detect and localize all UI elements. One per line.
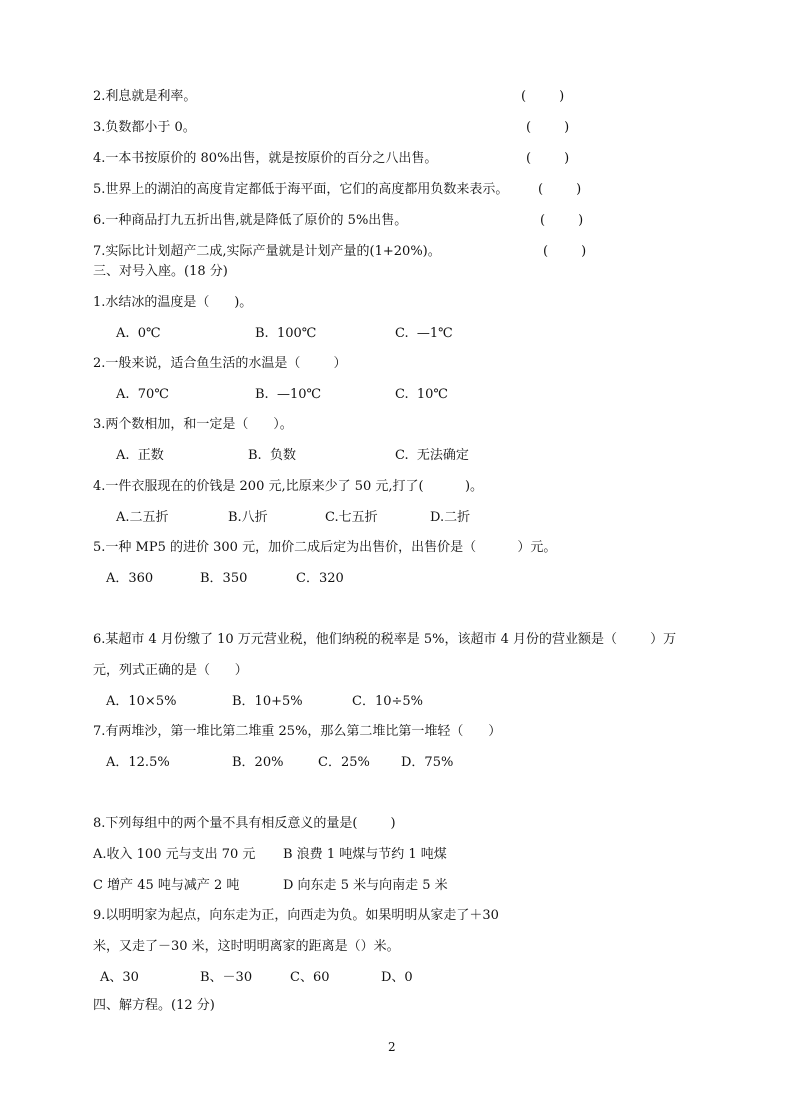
section-title-4: 四、解方程。(12 分) <box>93 998 215 1013</box>
q1-option-a: A. 0℃ <box>116 326 161 341</box>
q8-option-c: C 增产 45 吨与减产 2 吨 <box>93 878 240 893</box>
q5-option-c: C．320 <box>296 571 344 586</box>
q9-option-c: C、60 <box>290 970 330 985</box>
q3-option-c: C. 无法确定 <box>395 448 469 463</box>
q2-option-a: A. 70℃ <box>116 387 169 402</box>
q5-option-a: A．360 <box>106 571 154 586</box>
q7-option-d: D．75% <box>401 755 454 770</box>
question-3: 3.两个数相加，和一定是（ ）。 <box>93 417 293 432</box>
q9-option-d: D、0 <box>381 970 413 985</box>
q5-option-b: B．350 <box>200 571 248 586</box>
question-1: 1.水结冰的温度是（ )。 <box>93 295 253 310</box>
q3-option-b: B. 负数 <box>248 448 296 463</box>
tf-blank-2: ( ) <box>521 89 565 104</box>
question-6-continued: 元，列式正确的是（ ） <box>93 663 248 678</box>
q9-option-b: B、－30 <box>200 970 253 985</box>
q6-option-c: C．10÷5% <box>352 694 424 709</box>
q7-option-c: C．25% <box>318 755 370 770</box>
question-7: 7.有两堆沙，第一堆比第二堆重 25%，那么第二堆比第一堆轻（ ） <box>93 724 502 739</box>
q6-option-b: B．10+5% <box>232 694 303 709</box>
tf-blank-3: ( ) <box>526 120 570 135</box>
q9-option-a: A、30 <box>100 970 139 985</box>
question-4: 4.一件衣服现在的价钱是 200 元,比原来少了 50 元,打了( )。 <box>93 479 484 494</box>
q4-option-b: B.八折 <box>228 510 268 525</box>
tf-item-2: 2.利息就是利率。 <box>93 89 197 104</box>
q2-option-c: C. 10℃ <box>395 387 448 402</box>
section-title-3: 三、对号入座。(18 分) <box>93 264 228 279</box>
tf-blank-5: ( ) <box>538 182 582 197</box>
q4-option-d: D.二折 <box>430 510 471 525</box>
q8-option-d: D 向东走 5 米与向南走 5 米 <box>283 878 448 893</box>
tf-blank-7: ( ) <box>543 244 587 259</box>
q1-option-c: C. —1℃ <box>395 326 453 341</box>
tf-item-3: 3.负数都小于 0。 <box>93 120 196 135</box>
q6-option-a: A．10×5% <box>106 694 177 709</box>
tf-blank-6: ( ) <box>540 213 584 228</box>
tf-blank-4: ( ) <box>526 151 570 166</box>
tf-item-6: 6.一种商品打九五折出售,就是降低了原价的 5%出售。 <box>93 213 408 228</box>
question-6: 6.某超市 4 月份缴了 10 万元营业税，他们纳税的税率是 5%，该超市 4 月份的营业额是（ ）万 <box>93 632 677 647</box>
tf-item-7: 7.实际比计划超产二成,实际产量就是计划产量的(1+20%)。 <box>93 244 441 259</box>
q8-option-a: A.收入 100 元与支出 70 元 <box>93 847 256 862</box>
page-number: 2 <box>388 1040 396 1054</box>
question-5: 5.一种 MP5 的进价 300 元，加价二成后定为出售价，出售价是（ ）元。 <box>93 540 557 555</box>
q8-option-b: B 浪费 1 吨煤与节约 1 吨煤 <box>283 847 447 862</box>
q4-option-c: C.七五折 <box>325 510 378 525</box>
tf-item-4: 4.一本书按原价的 80%出售，就是按原价的百分之八出售。 <box>93 151 438 166</box>
question-9: 9.以明明家为起点，向东走为正，向西走为负。如果明明从家走了＋30 <box>93 908 499 923</box>
q1-option-b: B. 100℃ <box>255 326 317 341</box>
q7-option-a: A．12.5% <box>106 755 170 770</box>
tf-item-5: 5.世界上的湖泊的高度肯定都低于海平面，它们的高度都用负数来表示。 <box>93 182 509 197</box>
question-2: 2.一般来说，适合鱼生活的水温是（ ） <box>93 356 347 371</box>
q7-option-b: B．20% <box>232 755 284 770</box>
q2-option-b: B. —10℃ <box>255 387 322 402</box>
question-9-continued: 米，又走了－30 米，这时明明离家的距离是（）米。 <box>93 939 400 954</box>
question-8: 8.下列每组中的两个量不具有相反意义的量是( ) <box>93 816 396 831</box>
q3-option-a: A. 正数 <box>116 448 164 463</box>
q4-option-a: A.二五折 <box>116 510 169 525</box>
